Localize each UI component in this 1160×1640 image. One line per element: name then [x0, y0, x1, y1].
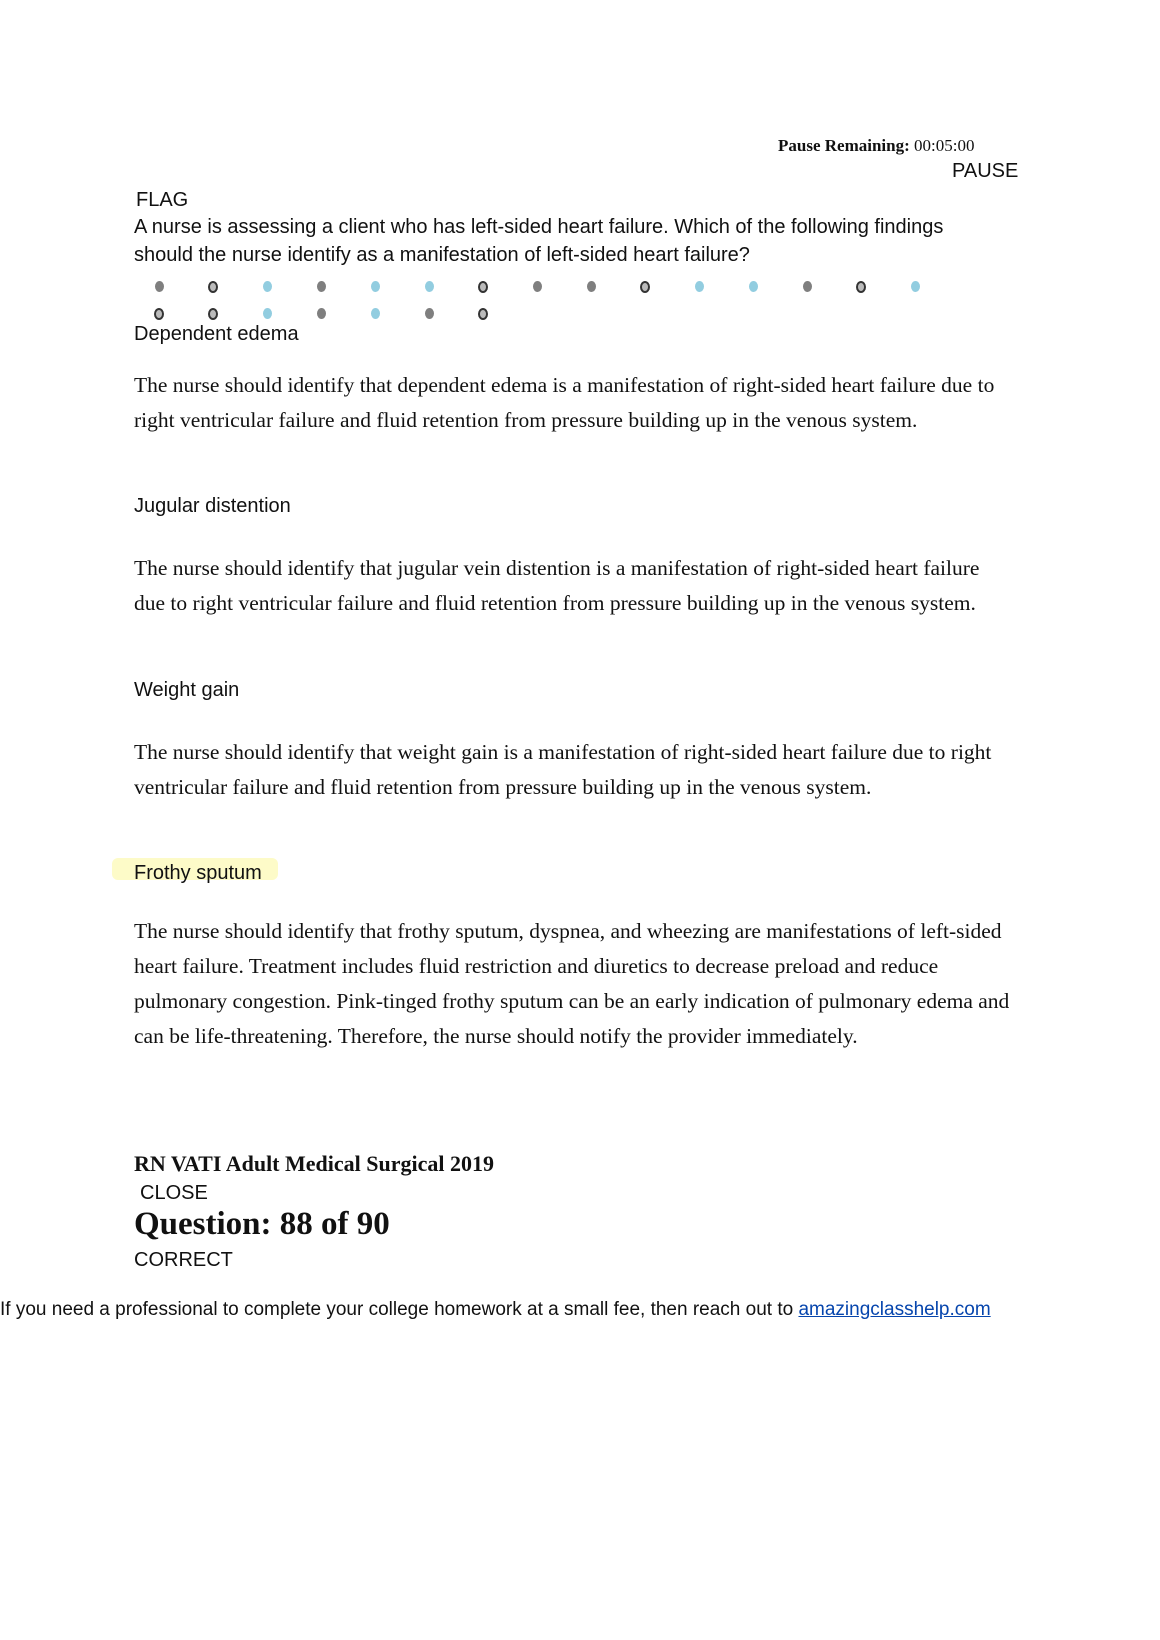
dot-icon	[208, 308, 218, 320]
radio-dot-gray	[402, 308, 456, 320]
radio-dot-gray	[294, 281, 348, 293]
rationale-4: The nurse should identify that frothy sputum, dyspnea, and wheezing are manifestations of left-sided heart failure. Treatment includes fluid restriction and diuretics to decrease preload and reduce pulmonary congestion. Pink-tinged frothy sputum can be an early indication of pulmonary edema and can be life-threatening. Therefore, the nurse should notify the provider immediately.	[134, 919, 1010, 1048]
dot-icon	[695, 281, 704, 292]
close-button[interactable]: CLOSE	[140, 1182, 208, 1204]
pause-remaining: Pause Remaining: 00:05:00	[778, 136, 975, 155]
option-label-4[interactable]: Frothy sputum	[134, 862, 262, 884]
radio-dot-blue	[348, 308, 402, 320]
radio-dot-gray	[780, 281, 834, 293]
dot-row-1	[132, 281, 942, 293]
radio-dot-blue	[726, 281, 780, 293]
radio-dot-gray	[132, 281, 186, 293]
radio-dot-ring	[834, 281, 888, 293]
radio-dot-blue	[402, 281, 456, 293]
radio-dot-ring	[618, 281, 672, 293]
dot-icon	[425, 308, 434, 319]
dot-icon	[803, 281, 812, 292]
flag-button[interactable]: FLAG	[136, 189, 189, 211]
rationale-2: The nurse should identify that jugular vein distention is a manifestation of right-sided heart failure due to right ventricular failure and fluid retention from pressure building up in the venous system.	[134, 556, 980, 615]
dot-icon	[317, 281, 326, 292]
radio-dot-ring	[456, 308, 510, 320]
radio-dot-blue	[240, 308, 294, 320]
dot-row-2	[132, 308, 510, 320]
result-status: CORRECT	[134, 1249, 233, 1271]
dot-icon	[533, 281, 542, 292]
dot-icon	[478, 281, 488, 293]
radio-dot-ring	[132, 308, 186, 320]
radio-dot-ring	[456, 281, 510, 293]
pause-button[interactable]: PAUSE	[952, 160, 1019, 182]
course-title: RN VATI Adult Medical Surgical 2019	[134, 1151, 494, 1176]
dot-icon	[154, 308, 164, 320]
radio-dot-gray	[564, 281, 618, 293]
radio-dot-gray	[294, 308, 348, 320]
promo-link[interactable]: amazingclasshelp.com	[798, 1299, 991, 1320]
option-label-3[interactable]: Weight gain	[134, 679, 240, 701]
dot-icon	[478, 308, 488, 320]
question-counter: Question: 88 of 90	[134, 1206, 390, 1242]
radio-dot-blue	[888, 281, 942, 293]
dot-icon	[371, 308, 380, 319]
dot-icon	[371, 281, 380, 292]
option-label-1[interactable]: Dependent edema	[134, 323, 299, 345]
dot-icon	[640, 281, 650, 293]
radio-dot-ring	[186, 281, 240, 293]
promo-line: If you need a professional to complete your college homework at a small fee, then reach out to amazingclasshelp.com	[0, 1299, 991, 1320]
radio-dot-ring	[186, 308, 240, 320]
option-label-2[interactable]: Jugular distention	[134, 495, 291, 517]
radio-dot-blue	[672, 281, 726, 293]
question-text: A nurse is assessing a client who has left-sided heart failure. Which of the following findings should the nurse identify as a manifestation of left-sided heart failure?	[134, 216, 944, 266]
radio-dot-gray	[510, 281, 564, 293]
dot-icon	[155, 281, 164, 292]
dot-icon	[208, 281, 218, 293]
dot-icon	[587, 281, 596, 292]
dot-icon	[856, 281, 866, 293]
rationale-1: The nurse should identify that dependent edema is a manifestation of right-sided heart failure due to right ventricular failure and fluid retention from pressure building up in the venous system.	[134, 373, 995, 432]
rationale-3: The nurse should identify that weight gain is a manifestation of right-sided heart failure due to right ventricular failure and fluid retention from pressure building up in the venous system.	[134, 740, 992, 799]
dot-icon	[425, 281, 434, 292]
dot-icon	[911, 281, 920, 292]
dot-icon	[749, 281, 758, 292]
radio-dot-blue	[240, 281, 294, 293]
radio-dot-blue	[348, 281, 402, 293]
dot-icon	[317, 308, 326, 319]
dot-icon	[263, 308, 272, 319]
dot-icon	[263, 281, 272, 292]
